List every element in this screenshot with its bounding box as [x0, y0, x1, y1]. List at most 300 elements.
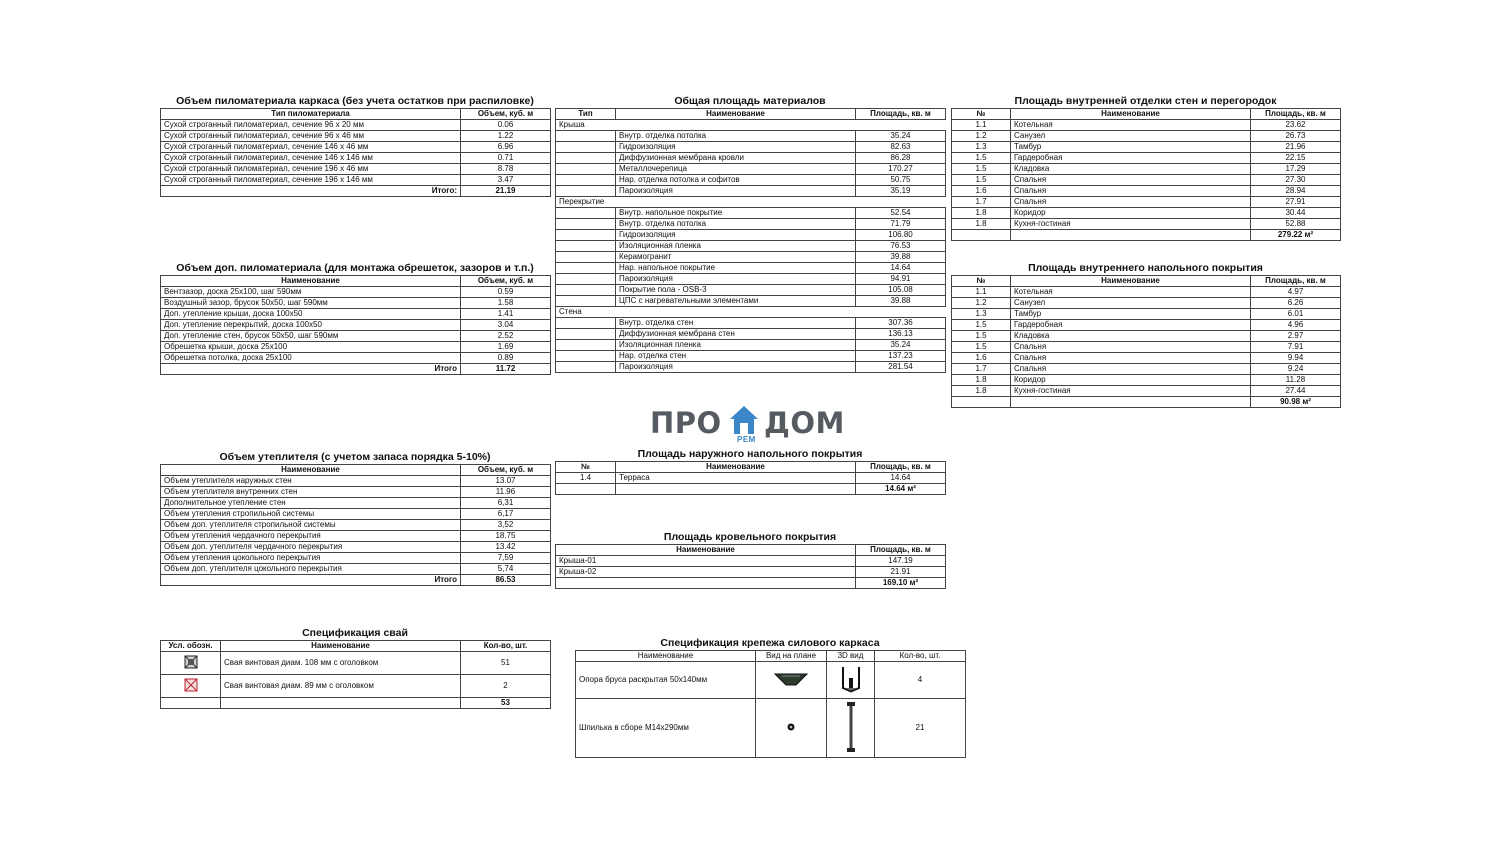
material-type: Стена: [556, 307, 946, 318]
table-row: [952, 309, 1341, 320]
piles-block: [160, 627, 550, 709]
empty-cell: [556, 318, 616, 329]
item-name: Объем утеплителя наружных стен: [161, 476, 461, 487]
table-row: [952, 375, 1341, 386]
col-header: Наименование: [1011, 109, 1251, 120]
area-value: 86.28: [856, 153, 946, 164]
item-value: 1.69: [461, 342, 551, 353]
roof-name: Крыша-02: [556, 567, 856, 578]
item-value: 6,17: [461, 509, 551, 520]
col-header: Площадь, кв. м: [856, 545, 946, 556]
empty-cell: [556, 142, 616, 153]
room-name: Спальня: [1011, 186, 1251, 197]
room-name: Спальня: [1011, 197, 1251, 208]
total-label: Итого: [161, 364, 461, 375]
item-value: 0.89: [461, 353, 551, 364]
outer-floor-block: [555, 448, 945, 495]
material-name: Диффузионная мембрана стен: [616, 329, 856, 340]
table-row: [952, 197, 1341, 208]
fastener-name: Опора бруса раскрытая 50х140мм: [576, 662, 756, 699]
empty-cell: [556, 186, 616, 197]
area-value: 106.80: [856, 230, 946, 241]
table-row: [161, 675, 551, 698]
table-row: [161, 298, 551, 309]
room-name: Санузел: [1011, 298, 1251, 309]
table-row: [161, 553, 551, 564]
room-name: Гардеробная: [1011, 153, 1251, 164]
table-row: [161, 342, 551, 353]
table-row: [161, 353, 551, 364]
col-header: Наименование: [1011, 276, 1251, 287]
empty-cell: [952, 397, 1011, 408]
material-name: Пароизоляция: [616, 274, 856, 285]
table-row: [556, 556, 946, 567]
insulation-table: [160, 464, 551, 586]
table-row: [952, 331, 1341, 342]
lumber-extra-table: [160, 275, 551, 375]
empty-cell: [556, 296, 616, 307]
empty-cell: [556, 329, 616, 340]
empty-cell: [556, 340, 616, 351]
materials-table: [555, 108, 946, 373]
room-name: Тамбур: [1011, 309, 1251, 320]
area-value: 2.97: [1251, 331, 1341, 342]
table-row: [556, 219, 946, 230]
item-value: 1.58: [461, 298, 551, 309]
material-name: ЦПС с нагревательными элементами: [616, 296, 856, 307]
empty-cell: [1011, 230, 1251, 241]
item-value: 6,31: [461, 498, 551, 509]
col-header: Площадь, кв. м: [1251, 109, 1341, 120]
col-header: Наименование: [576, 651, 756, 662]
walls-block: [951, 95, 1340, 241]
material-name: Нар. напольное покрытие: [616, 263, 856, 274]
logo-sub: РЕМ: [737, 435, 756, 444]
table-row: [952, 175, 1341, 186]
room-number: 1.1: [952, 120, 1011, 131]
table-row: [556, 252, 946, 263]
table-row: [556, 567, 946, 578]
table-row: [952, 131, 1341, 142]
insulation-title: Объем утеплителя (с учетом запаса порядка 5-10%): [219, 451, 491, 463]
table-row: [556, 164, 946, 175]
area-value: 6.01: [1251, 309, 1341, 320]
table-row: [161, 164, 551, 175]
area-value: 82.63: [856, 142, 946, 153]
table-row: [161, 331, 551, 342]
room-name: Спальня: [1011, 175, 1251, 186]
item-name: Сухой строганный пиломатериал, сечение 96 х 20 мм: [161, 120, 461, 131]
room-number: 1.3: [952, 142, 1011, 153]
area-value: 35.24: [856, 340, 946, 351]
area-value: 52.88: [1251, 219, 1341, 230]
table-row: [556, 351, 946, 362]
material-name: Внутр. отделка стен: [616, 318, 856, 329]
roofing-title: Площадь кровельного покрытия: [663, 531, 837, 543]
material-name: Диффузионная мембрана кровли: [616, 153, 856, 164]
item-name: Обрешетка потолка, доска 25х100: [161, 353, 461, 364]
room-name: Терраса: [616, 473, 856, 484]
room-name: Тамбур: [1011, 142, 1251, 153]
area-value: 307.36: [856, 318, 946, 329]
empty-cell: [556, 351, 616, 362]
pile-108-symbol-icon: [161, 652, 221, 675]
empty-cell: [556, 175, 616, 186]
col-header: Наименование: [616, 109, 856, 120]
material-name: Внутр. напольное покрытие: [616, 208, 856, 219]
table-row: [161, 131, 551, 142]
empty-cell: [556, 274, 616, 285]
empty-cell: [952, 230, 1011, 241]
room-name: Котельная: [1011, 120, 1251, 131]
item-name: Объем доп. утеплителя цокольного перекрытия: [161, 564, 461, 575]
logo-word-right: ДОМ: [764, 406, 845, 440]
empty-cell: [556, 153, 616, 164]
material-name: Нар. отделка стен: [616, 351, 856, 362]
col-header: Кол-во, шт.: [461, 641, 551, 652]
table-row: [161, 320, 551, 331]
item-name: Сухой строганный пиломатериал, сечение 96 х 46 мм: [161, 131, 461, 142]
area-value: 281.54: [856, 362, 946, 373]
item-name: Объем утеплителя внутренних стен: [161, 487, 461, 498]
insulation-block: [160, 451, 550, 586]
room-name: Кухня-гостиная: [1011, 219, 1251, 230]
item-name: Вентзазор, доска 25х100, шаг 590мм: [161, 287, 461, 298]
pile-qty: 51: [461, 652, 551, 675]
col-header: №: [556, 462, 616, 473]
item-value: 5,74: [461, 564, 551, 575]
col-header: №: [952, 276, 1011, 287]
table-row: [556, 263, 946, 274]
table-row: [952, 186, 1341, 197]
roof-name: Крыша-01: [556, 556, 856, 567]
total-value: 11.72: [461, 364, 551, 375]
item-name: Объем доп. утеплителя стропильной системы: [161, 520, 461, 531]
table-row: [556, 362, 946, 373]
room-name: Коридор: [1011, 208, 1251, 219]
table-row: [952, 153, 1341, 164]
table-row: [161, 175, 551, 186]
room-name: Спальня: [1011, 364, 1251, 375]
room-number: 1.7: [952, 364, 1011, 375]
table-row: [556, 230, 946, 241]
walls-title: Площадь внутренней отделки стен и перегородок: [1014, 95, 1277, 107]
table-row: [161, 120, 551, 131]
table-total-row: [161, 364, 551, 375]
area-total: 169.10 м²: [856, 578, 946, 589]
area-value: 105.08: [856, 285, 946, 296]
stud-3d-icon: [827, 699, 875, 758]
lumber-extra-block: [160, 262, 550, 375]
table-row: [161, 509, 551, 520]
table-row: [161, 476, 551, 487]
empty-cell: [556, 219, 616, 230]
room-name: Кухня-гостиная: [1011, 386, 1251, 397]
group-header-row: [556, 307, 946, 318]
empty-cell: [1011, 397, 1251, 408]
item-value: 3.04: [461, 320, 551, 331]
item-value: 8.78: [461, 164, 551, 175]
room-number: 1.5: [952, 153, 1011, 164]
area-value: 21.96: [1251, 142, 1341, 153]
empty-cell: [556, 230, 616, 241]
item-value: 1.41: [461, 309, 551, 320]
roofing-table: [555, 544, 946, 589]
col-header: 3D вид: [827, 651, 875, 662]
pile-89-symbol-icon: [161, 675, 221, 698]
room-number: 1.5: [952, 320, 1011, 331]
inner-floor-table: [951, 275, 1341, 408]
room-number: 1.6: [952, 186, 1011, 197]
table-row: [161, 142, 551, 153]
area-value: 147.19: [856, 556, 946, 567]
table-row: [161, 531, 551, 542]
area-value: 26.73: [1251, 131, 1341, 142]
area-value: 6.26: [1251, 298, 1341, 309]
item-name: Доп. утепление крыши, доска 100х50: [161, 309, 461, 320]
item-value: 3,52: [461, 520, 551, 531]
room-name: Коридор: [1011, 375, 1251, 386]
pile-name: Свая винтовая диам. 108 мм с оголовком: [221, 652, 461, 675]
item-name: Сухой строганный пиломатериал, сечение 196 х 146 мм: [161, 175, 461, 186]
table-row: [556, 186, 946, 197]
area-value: 27.44: [1251, 386, 1341, 397]
area-value: 170.27: [856, 164, 946, 175]
table-row: [556, 340, 946, 351]
table-row: [576, 699, 966, 758]
area-value: 27.91: [1251, 197, 1341, 208]
table-row: [952, 219, 1341, 230]
col-header: Объем, куб. м: [461, 109, 551, 120]
empty-cell: [556, 241, 616, 252]
lumber-frame-title: Объем пиломатериала каркаса (без учета остатков при распиловке): [176, 95, 534, 107]
table-row: [556, 318, 946, 329]
area-value: 94.91: [856, 274, 946, 285]
table-row: [161, 542, 551, 553]
piles-table: [160, 640, 551, 709]
col-header: Усл. обозн.: [161, 641, 221, 652]
total-label: Итого: [161, 575, 461, 586]
total-value: 86.53: [461, 575, 551, 586]
empty-cell: [556, 131, 616, 142]
empty-cell: [556, 263, 616, 274]
item-value: 13.42: [461, 542, 551, 553]
item-name: Сухой строганный пиломатериал, сечение 196 х 46 мм: [161, 164, 461, 175]
table-row: [161, 564, 551, 575]
area-value: 9.94: [1251, 353, 1341, 364]
col-header: Вид на плане: [756, 651, 827, 662]
material-name: Пароизоляция: [616, 362, 856, 373]
table-row: [556, 473, 946, 484]
room-number: 1.7: [952, 197, 1011, 208]
table-row: [556, 329, 946, 340]
material-name: Покрытие пола - OSB-3: [616, 285, 856, 296]
area-value: 137.23: [856, 351, 946, 362]
col-header: Наименование: [221, 641, 461, 652]
area-total: 90.98 м²: [1251, 397, 1341, 408]
item-value: 3.47: [461, 175, 551, 186]
area-value: 14.64: [856, 263, 946, 274]
col-header: Наименование: [556, 545, 856, 556]
table-row: [952, 320, 1341, 331]
area-value: 35.24: [856, 131, 946, 142]
table-row: [161, 153, 551, 164]
empty-cell: [556, 285, 616, 296]
table-total-row: [556, 484, 946, 495]
item-name: Дополнительное утепление стен: [161, 498, 461, 509]
area-value: 17.29: [1251, 164, 1341, 175]
empty-cell: [556, 208, 616, 219]
materials-block: [555, 95, 945, 373]
room-number: 1.5: [952, 175, 1011, 186]
table-row: [161, 498, 551, 509]
item-name: Объем утепления стропильной системы: [161, 509, 461, 520]
area-value: 136.13: [856, 329, 946, 340]
area-value: 23.62: [1251, 120, 1341, 131]
room-number: 1.5: [952, 331, 1011, 342]
table-total-row: [952, 397, 1341, 408]
beam-support-3d-icon: [827, 662, 875, 699]
room-name: Кладовка: [1011, 331, 1251, 342]
item-value: 6.96: [461, 142, 551, 153]
material-name: Металлочерепица: [616, 164, 856, 175]
material-type: Крыша: [556, 120, 946, 131]
col-header: Площадь, кв. м: [1251, 276, 1341, 287]
item-value: 0.06: [461, 120, 551, 131]
material-name: Гидроизоляция: [616, 230, 856, 241]
room-number: 1.4: [556, 473, 616, 484]
col-header: Тип: [556, 109, 616, 120]
table-row: [556, 208, 946, 219]
item-name: Сухой строганный пиломатериал, сечение 146 х 46 мм: [161, 142, 461, 153]
item-name: Объем доп. утеплителя чердачного перекрытия: [161, 542, 461, 553]
material-name: Керамогранит: [616, 252, 856, 263]
item-value: 1.22: [461, 131, 551, 142]
table-row: [161, 520, 551, 531]
area-value: 7.91: [1251, 342, 1341, 353]
walls-table: [951, 108, 1341, 241]
item-value: 0.71: [461, 153, 551, 164]
room-number: 1.8: [952, 208, 1011, 219]
item-name: Воздушный зазор, брусок 50х50, шаг 590мм: [161, 298, 461, 309]
item-name: Объем утепления цокольного перекрытия: [161, 553, 461, 564]
room-number: 1.3: [952, 309, 1011, 320]
table-row: [952, 208, 1341, 219]
col-header: Объем, куб. м: [461, 276, 551, 287]
logo: [648, 404, 848, 444]
item-value: 18.75: [461, 531, 551, 542]
table-row: [556, 296, 946, 307]
table-row: [952, 353, 1341, 364]
table-row: [952, 298, 1341, 309]
table-total-row: [556, 578, 946, 589]
lumber-frame-block: [160, 95, 550, 197]
table-row: [952, 386, 1341, 397]
col-header: Кол-во, шт.: [875, 651, 966, 662]
area-value: 71.79: [856, 219, 946, 230]
area-value: 27.30: [1251, 175, 1341, 186]
table-row: [556, 131, 946, 142]
room-name: Кладовка: [1011, 164, 1251, 175]
empty-cell: [556, 362, 616, 373]
table-row: [556, 285, 946, 296]
table-row: [161, 652, 551, 675]
inner-floor-title: Площадь внутреннего напольного покрытия: [1028, 262, 1263, 274]
table-total-row: [161, 575, 551, 586]
item-name: Доп. утепление перекрытий, доска 100х50: [161, 320, 461, 331]
area-value: 39.88: [856, 296, 946, 307]
piles-title: Спецификация свай: [302, 627, 408, 639]
material-name: Нар. отделка потолка и софитов: [616, 175, 856, 186]
col-header: Наименование: [161, 276, 461, 287]
area-value: 52.54: [856, 208, 946, 219]
area-total: 14.64 м²: [856, 484, 946, 495]
room-number: 1.8: [952, 219, 1011, 230]
table-row: [952, 287, 1341, 298]
pile-qty: 2: [461, 675, 551, 698]
room-name: Спальня: [1011, 353, 1251, 364]
fasteners-title: Спецификация крепежа силового каркаса: [660, 637, 880, 649]
table-row: [952, 164, 1341, 175]
area-value: 11.28: [1251, 375, 1341, 386]
item-value: 2.52: [461, 331, 551, 342]
area-value: 50.75: [856, 175, 946, 186]
table-total-row: [952, 230, 1341, 241]
table-row: [161, 309, 551, 320]
table-row: [556, 241, 946, 252]
item-value: 13.07: [461, 476, 551, 487]
room-number: 1.5: [952, 164, 1011, 175]
item-name: Сухой строганный пиломатериал, сечение 146 х 146 мм: [161, 153, 461, 164]
table-row: [952, 142, 1341, 153]
col-header: №: [952, 109, 1011, 120]
room-name: Спальня: [1011, 342, 1251, 353]
material-name: Изоляционная пленка: [616, 340, 856, 351]
fasteners-table: [575, 650, 966, 758]
item-value: 11.96: [461, 487, 551, 498]
table-total-row: [161, 698, 551, 709]
table-row: [952, 342, 1341, 353]
material-type: Перекрытие: [556, 197, 946, 208]
roofing-block: [555, 531, 945, 589]
area-value: 9.24: [1251, 364, 1341, 375]
materials-title: Общая площадь материалов: [674, 95, 826, 107]
room-number: 1.6: [952, 353, 1011, 364]
col-header: Тип пиломатериала: [161, 109, 461, 120]
table-row: [556, 274, 946, 285]
table-row: [952, 120, 1341, 131]
table-row: [952, 364, 1341, 375]
col-header: Объем, куб. м: [461, 465, 551, 476]
area-value: 76.53: [856, 241, 946, 252]
area-value: 35.19: [856, 186, 946, 197]
beam-support-plan-icon: [756, 662, 827, 699]
stud-plan-icon: [756, 699, 827, 758]
fastener-qty: 21: [875, 699, 966, 758]
area-value: 22.15: [1251, 153, 1341, 164]
table-total-row: [161, 186, 551, 197]
room-number: 1.5: [952, 342, 1011, 353]
group-header-row: [556, 197, 946, 208]
material-name: Пароизоляция: [616, 186, 856, 197]
inner-floor-block: [951, 262, 1340, 408]
material-name: Внутр. отделка потолка: [616, 219, 856, 230]
table-row: [161, 487, 551, 498]
group-header-row: [556, 120, 946, 131]
fastener-qty: 4: [875, 662, 966, 699]
outer-floor-title: Площадь наружного напольного покрытия: [637, 448, 863, 460]
area-total: 279.22 м²: [1251, 230, 1341, 241]
